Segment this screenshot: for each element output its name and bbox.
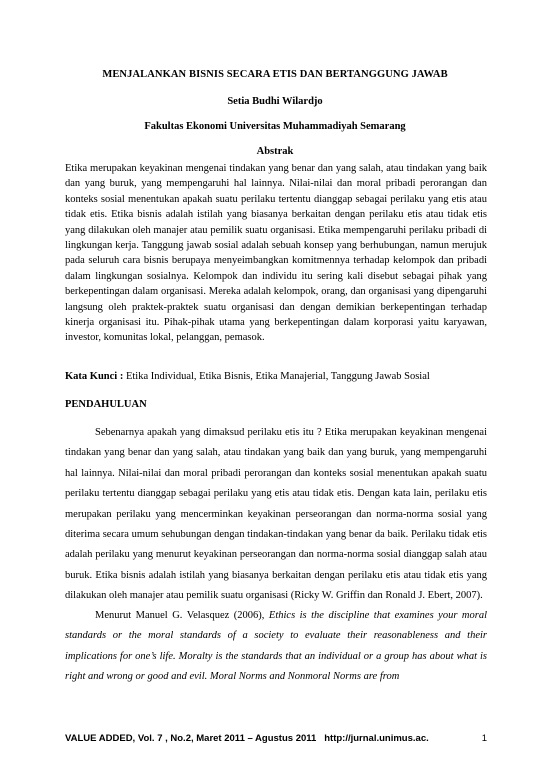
keywords-label: Kata Kunci : [65,371,124,382]
paragraph-2-lead: Menurut Manuel G. Velasquez (2006), [95,610,269,621]
author-name: Setia Budhi Wilardjo [227,96,323,107]
keywords [65,371,487,382]
paragraph-2-quote: Ethics is the discipline that examines your moral standards or the moral standards of a society to evaluate their reasonableness and their implications for one’s life. Moralty is the standards that an individual or a group has about what is right and wrong or good and evil. Moral Norms and Nonmoral Norms are from [65,610,487,683]
keywords-text: Etika Individual, Etika Bisnis, Etika Manajerial, Tanggung Jawab Sosial [123,371,430,382]
footer-url: http://jurnal.unimus.ac. [324,733,429,744]
page-footer [65,733,487,744]
footer-journal: VALUE ADDED, Vol. 7 , No.2, Maret 2011 – Agustus 2011 [65,733,317,744]
abstract-text: Etika merupakan keyakinan mengenai tindakan yang benar dan yang salah, atau tindakan yang baik dan yang buruk, yang mempengaruhi hal lainnya. Nilai-nilai dan moral pribadi perorangan dan konteks sosial menentukan apakah suatu perilaku tertentu dianggap sebagai perilaku yang etis atau tidak etis. Etika bisnis adalah istilah yang biasanya berkaitan dengan perilaku etis atau tidak etis yang dilakukan oleh manajer atau pemilik suatu organisasi. Etika mempengaruhi perilaku pribadi di lingkungan kerja. Tanggung jawab sosial adalah sebuah konsep yang berhubungan, namun merujuk pada seluruh cara bisnis berupaya menyeimbangkan komitmennya terhadap kelompok dan pribadi dalam lingkungan sosialnya. Kelompok dan individu itu sering kali disebut sebagai pihak yang berkepentingan dalam organisasi. Mereka adalah kelompok, orang, dan organisasi yang dipengaruhi langsung oleh praktek-praktek suatu organisasi dan dengan demikian berkepentingan terhadap kinerja organisasi itu. Pihak-pihak utama yang berkepentingan dalam korporasi yaitu karyawan, investor, komunitas lokal, pelanggan, pemasok. [65,163,487,344]
body-paragraph-1: Sebenarnya apakah yang dimaksud perilaku etis itu ? Etika merupakan keyakinan mengenai tindakan yang benar dan yang salah, atau tindakan yang baik dan yang buruk, yang mempengaruhi hal lainnya. Nilai-nilai dan moral pribadi perorangan dan konteks sosial menentukan apakah suatu perilaku tertentu dianggap sebagai perilaku yang etis atau tidak etis. Dengan kata lain, perilaku etis merupakan perilaku yang mencerminkan keyakinan perseorangan dan norma-norma sosial yang diterima secara umum sehubungan dengan tindakan-tindakan yang benar da baik. Perilaku tidak etis adalah perilaku yang menurut keyakinan perseorangan dan norma-norma sosial dianggap salah atau buruk. Etika bisnis adalah istilah yang biasanya berkaitan dengan perilaku etis atau tidak etis yang dilakukan oleh manajer atau pemilik suatu organisasi (Ricky W. Griffin dan Ronald J. Ebert, 2007). [65,427,487,602]
abstract-heading: Abstrak [256,146,294,157]
page-number: 1 [481,733,487,744]
paper-title: MENJALANKAN BISNIS SECARA ETIS DAN BERTANGGUNG JAWAB [102,69,448,80]
footer-journal-info [65,733,429,744]
section-heading: PENDAHULUAN [65,399,147,410]
body-paragraph-2 [65,606,487,688]
author-affiliation: Fakultas Ekonomi Universitas Muhammadiyah Semarang [144,121,406,132]
